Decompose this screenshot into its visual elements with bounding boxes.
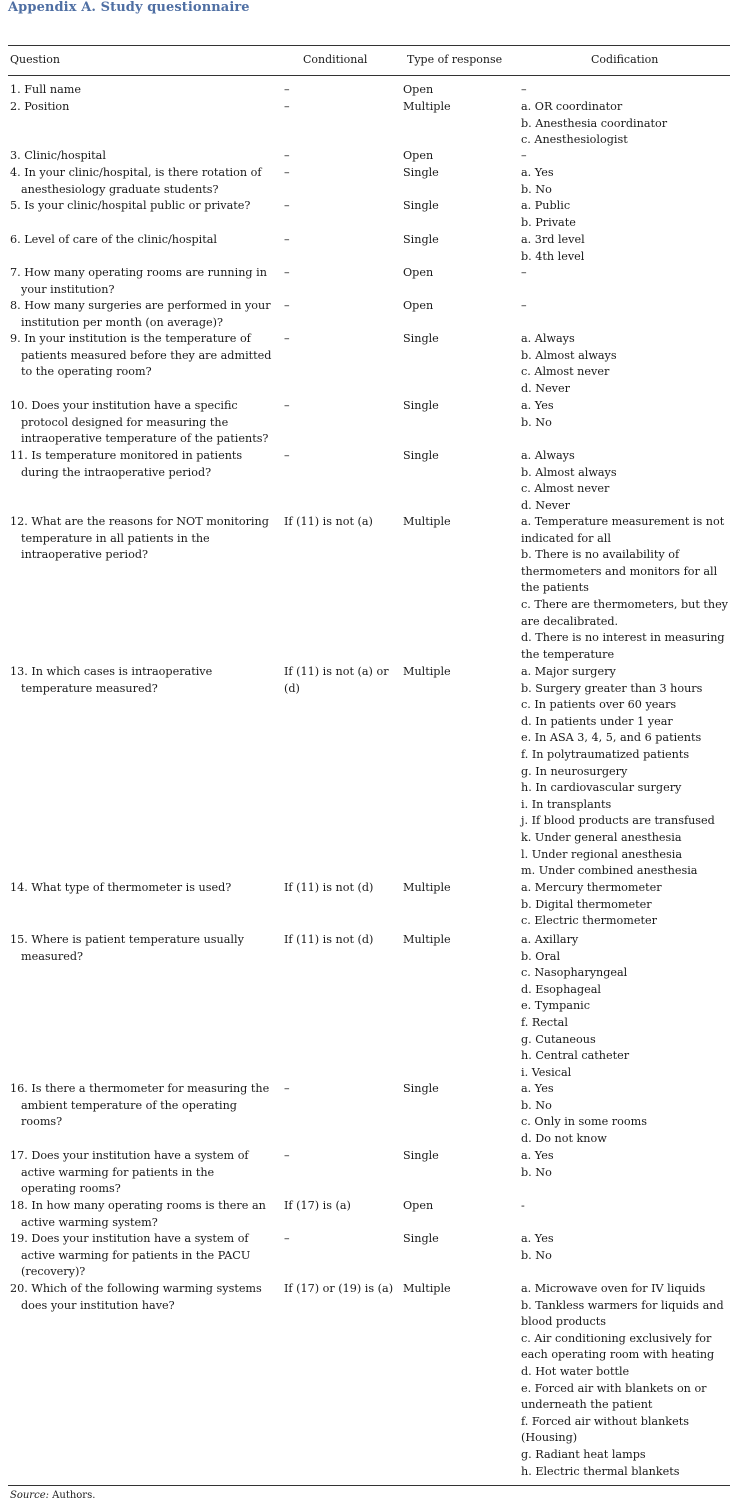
codification-cell-line: – bbox=[521, 83, 527, 96]
question-cell-line: 13. In which cases is intraoperative bbox=[10, 665, 213, 678]
question-cell-line: 17. Does your institution have a system of bbox=[10, 1149, 249, 1162]
question-cell-line: 7. How many operating rooms are running in bbox=[10, 266, 267, 279]
codification-cell-line: b. Tankless warmers for liquids and bbox=[521, 1298, 724, 1312]
response-type-cell: Single bbox=[403, 449, 439, 462]
codification-cell-line: c. In patients over 60 years bbox=[521, 698, 677, 712]
codification-cell-line: b. There is no availability of bbox=[521, 548, 680, 562]
question-cell-line: 10. Does your institution have a specific bbox=[10, 399, 238, 412]
codification-cell-line: h. Central catheter bbox=[521, 1049, 630, 1063]
codification-cell-line: a. 3rd level bbox=[521, 233, 585, 246]
question-cell-line: 6. Level of care of the clinic/hospital bbox=[10, 233, 217, 246]
codification-cell-line: b. Almost always bbox=[521, 465, 617, 479]
codification-cell-line: g. Radiant heat lamps bbox=[521, 1447, 646, 1461]
conditional-cell bbox=[284, 932, 392, 949]
conditional-cell bbox=[284, 198, 392, 215]
codification-cell-line: a. Always bbox=[521, 332, 575, 345]
table-header-rule bbox=[8, 75, 730, 76]
conditional-cell-line: If (11) is not (d) bbox=[284, 881, 374, 894]
question-cell-line: 2. Position bbox=[10, 100, 70, 113]
conditional-cell-line: – bbox=[284, 449, 290, 462]
question-cell bbox=[10, 1198, 272, 1231]
conditional-cell-line: – bbox=[284, 332, 290, 345]
codification-cell bbox=[521, 398, 733, 431]
conditional-cell-line: – bbox=[284, 149, 290, 162]
question-cell bbox=[10, 331, 272, 381]
conditional-cell bbox=[284, 232, 392, 249]
conditional-cell bbox=[284, 298, 392, 315]
codification-cell-line: d. There is no interest in measuring bbox=[521, 631, 725, 645]
codification-cell bbox=[521, 448, 733, 514]
question-cell bbox=[10, 448, 272, 481]
codification-cell bbox=[521, 1231, 733, 1264]
question-cell-line: 3. Clinic/hospital bbox=[10, 149, 106, 162]
codification-cell bbox=[521, 880, 733, 930]
codification-cell bbox=[521, 331, 733, 397]
codification-cell-line: a. Temperature measurement is not bbox=[521, 515, 725, 528]
question-cell-line: does your institution have? bbox=[21, 1298, 175, 1312]
appendix-title: Appendix A. Study questionnaire bbox=[8, 0, 250, 15]
codification-cell-line: b. Oral bbox=[521, 949, 561, 963]
response-type-cell: Multiple bbox=[403, 933, 451, 946]
codification-cell-line: a. Axillary bbox=[521, 933, 579, 946]
header-conditional: Conditional bbox=[303, 53, 368, 66]
source-label: Source: bbox=[10, 1490, 49, 1501]
response-type-cell: Single bbox=[403, 1082, 439, 1095]
response-type-cell: Multiple bbox=[403, 881, 451, 894]
conditional-cell-line: (d) bbox=[284, 681, 300, 695]
response-type-cell: Multiple bbox=[403, 1282, 451, 1295]
codification-cell bbox=[521, 1198, 733, 1215]
conditional-cell bbox=[284, 448, 392, 465]
codification-cell-line: – bbox=[521, 299, 527, 312]
codification-cell-line: a. Major surgery bbox=[521, 665, 616, 678]
codification-cell-line: – bbox=[521, 266, 527, 279]
codification-cell-line: a. Yes bbox=[521, 166, 554, 179]
question-cell bbox=[10, 664, 272, 697]
conditional-cell bbox=[284, 1231, 392, 1248]
question-cell bbox=[10, 298, 272, 331]
codification-cell-line: are decalibrated. bbox=[521, 614, 619, 628]
conditional-cell-line: If (11) is not (a) bbox=[284, 515, 373, 528]
conditional-cell-line: – bbox=[284, 1149, 290, 1162]
conditional-cell-line: If (11) is not (a) or bbox=[284, 665, 389, 678]
conditional-cell bbox=[284, 1148, 392, 1165]
codification-cell-line: c. Only in some rooms bbox=[521, 1115, 647, 1129]
question-cell bbox=[10, 1231, 272, 1281]
conditional-cell bbox=[284, 265, 392, 282]
response-type-cell: Open bbox=[403, 149, 434, 162]
codification-cell-line: c. Almost never bbox=[521, 365, 610, 379]
codification-cell bbox=[521, 1281, 733, 1480]
codification-cell-line: the temperature bbox=[521, 647, 615, 661]
conditional-cell bbox=[284, 99, 392, 116]
codification-cell-line: a. Mercury thermometer bbox=[521, 881, 662, 894]
question-cell-line: 9. In your institution is the temperature of bbox=[10, 332, 251, 345]
question-cell-line: active warming for patients in the bbox=[21, 1165, 215, 1179]
question-cell bbox=[10, 514, 272, 564]
question-cell-line: (recovery)? bbox=[21, 1265, 86, 1279]
question-cell bbox=[10, 1148, 272, 1198]
codification-cell-line: c. Anesthesiologist bbox=[521, 133, 628, 147]
codification-cell-line: m. Under combined anesthesia bbox=[521, 864, 698, 878]
codification-cell-line: g. Cutaneous bbox=[521, 1032, 596, 1046]
question-cell-line: institution per month (on average)? bbox=[21, 315, 223, 329]
conditional-cell bbox=[284, 880, 392, 897]
question-cell-line: 11. Is temperature monitored in patients bbox=[10, 449, 243, 462]
codification-cell-line: f. In polytraumatized patients bbox=[521, 747, 690, 761]
question-cell-line: measured? bbox=[21, 949, 83, 963]
question-cell-line: intraoperative temperature of the patients? bbox=[21, 432, 269, 446]
codification-cell-line: b. Private bbox=[521, 215, 576, 229]
codification-cell-line: c. Nasopharyngeal bbox=[521, 966, 628, 980]
codification-cell-line: b. No bbox=[521, 1248, 552, 1262]
header-codification: Codification bbox=[591, 53, 659, 66]
codification-cell-line: g. In neurosurgery bbox=[521, 764, 628, 778]
question-cell bbox=[10, 265, 272, 298]
codification-cell-line: a. Microwave oven for IV liquids bbox=[521, 1282, 706, 1295]
response-type-cell: Open bbox=[403, 266, 434, 279]
codification-cell-line: f. Forced air without blankets bbox=[521, 1414, 689, 1428]
codification-cell bbox=[521, 232, 733, 265]
question-cell-line: active warming for patients in the PACU bbox=[21, 1248, 251, 1262]
conditional-cell-line: – bbox=[284, 266, 290, 279]
codification-cell-line: e. Tympanic bbox=[521, 999, 591, 1013]
response-type-cell: Open bbox=[403, 1199, 434, 1212]
codification-cell-line: b. No bbox=[521, 1098, 552, 1112]
response-type-cell: Multiple bbox=[403, 665, 451, 678]
conditional-cell bbox=[284, 148, 392, 165]
conditional-cell bbox=[284, 165, 392, 182]
codification-cell-line: l. Under regional anesthesia bbox=[521, 847, 683, 861]
codification-cell-line: d. Esophageal bbox=[521, 982, 601, 996]
conditional-cell bbox=[284, 398, 392, 415]
question-cell-line: rooms? bbox=[21, 1115, 63, 1129]
codification-cell-line: a. Public bbox=[521, 199, 571, 212]
codification-cell-line: b. Almost always bbox=[521, 348, 617, 362]
response-type-cell: Multiple bbox=[403, 515, 451, 528]
conditional-cell bbox=[284, 1198, 392, 1215]
codification-cell-line: d. Do not know bbox=[521, 1131, 607, 1145]
response-type-cell: Single bbox=[403, 233, 439, 246]
question-cell bbox=[10, 398, 272, 448]
codification-cell-line: i. In transplants bbox=[521, 797, 612, 811]
question-cell bbox=[10, 1281, 272, 1314]
codification-cell-line: – bbox=[521, 149, 527, 162]
question-cell bbox=[10, 880, 272, 897]
codification-cell-line: d. In patients under 1 year bbox=[521, 714, 673, 728]
codification-cell-line: b. 4th level bbox=[521, 249, 585, 263]
question-cell-line: during the intraoperative period? bbox=[21, 465, 212, 479]
codification-cell-line: d. Never bbox=[521, 498, 570, 512]
question-cell-line: active warming system? bbox=[21, 1215, 158, 1229]
question-cell-line: 8. How many surgeries are performed in your bbox=[10, 299, 271, 312]
response-type-cell: Single bbox=[403, 1149, 439, 1162]
source-text: Authors. bbox=[48, 1490, 96, 1501]
question-cell bbox=[10, 165, 272, 198]
question-cell bbox=[10, 932, 272, 965]
codification-cell bbox=[521, 514, 733, 663]
codification-cell-line: c. Almost never bbox=[521, 482, 610, 496]
conditional-cell bbox=[284, 82, 392, 99]
question-cell-line: temperature in all patients in the bbox=[21, 531, 210, 545]
codification-cell-line: e. In ASA 3, 4, 5, and 6 patients bbox=[521, 731, 702, 745]
question-cell-line: 12. What are the reasons for NOT monitoring bbox=[10, 515, 269, 528]
question-cell bbox=[10, 198, 272, 215]
codification-cell-line: h. Electric thermal blankets bbox=[521, 1464, 680, 1478]
codification-cell bbox=[521, 298, 733, 315]
conditional-cell-line: If (17) is (a) bbox=[284, 1199, 351, 1212]
source-note bbox=[10, 1490, 95, 1501]
conditional-cell bbox=[284, 664, 392, 697]
codification-cell bbox=[521, 664, 733, 880]
codification-cell-line: b. Anesthesia coordinator bbox=[521, 116, 668, 130]
conditional-cell-line: If (17) or (19) is (a) bbox=[284, 1282, 394, 1295]
codification-cell-line: a. Always bbox=[521, 449, 575, 462]
codification-cell bbox=[521, 932, 733, 1081]
question-cell-line: 4. In your clinic/hospital, is there rotation of bbox=[10, 166, 262, 179]
question-cell bbox=[10, 148, 272, 165]
conditional-cell bbox=[284, 331, 392, 348]
codification-cell-line: - bbox=[521, 1199, 525, 1212]
codification-cell-line: h. In cardiovascular surgery bbox=[521, 781, 682, 795]
conditional-cell-line: – bbox=[284, 1232, 290, 1245]
codification-cell bbox=[521, 1148, 733, 1181]
conditional-cell-line: – bbox=[284, 299, 290, 312]
codification-cell-line: b. No bbox=[521, 182, 552, 196]
codification-cell-line: a. OR coordinator bbox=[521, 100, 623, 113]
conditional-cell-line: – bbox=[284, 166, 290, 179]
question-cell-line: protocol designed for measuring the bbox=[21, 415, 229, 429]
question-cell-line: anesthesiology graduate students? bbox=[21, 182, 219, 196]
question-cell-line: to the operating room? bbox=[21, 365, 152, 379]
question-cell-line: ambient temperature of the operating bbox=[21, 1098, 237, 1112]
question-cell-line: patients measured before they are admitted bbox=[21, 348, 272, 362]
response-type-cell: Open bbox=[403, 299, 434, 312]
response-type-cell: Open bbox=[403, 83, 434, 96]
codification-cell-line: c. Air conditioning exclusively for bbox=[521, 1331, 712, 1345]
response-type-cell: Single bbox=[403, 199, 439, 212]
table-bottom-rule bbox=[8, 1485, 730, 1486]
codification-cell-line: (Housing) bbox=[521, 1431, 578, 1445]
conditional-cell-line: – bbox=[284, 83, 290, 96]
question-cell-line: 5. Is your clinic/hospital public or private? bbox=[10, 199, 251, 212]
conditional-cell-line: – bbox=[284, 233, 290, 246]
codification-cell-line: f. Rectal bbox=[521, 1015, 568, 1029]
question-cell-line: 14. What type of thermometer is used? bbox=[10, 881, 232, 894]
response-type-cell: Single bbox=[403, 399, 439, 412]
codification-cell-line: j. If blood products are transfused bbox=[521, 814, 715, 828]
question-cell-line: 1. Full name bbox=[10, 83, 82, 96]
codification-cell bbox=[521, 198, 733, 231]
codification-cell-line: c. Electric thermometer bbox=[521, 914, 657, 928]
codification-cell-line: indicated for all bbox=[521, 531, 611, 545]
codification-cell-line: d. Hot water bottle bbox=[521, 1364, 630, 1378]
codification-cell bbox=[521, 265, 733, 282]
header-question: Question bbox=[10, 53, 60, 66]
question-cell-line: 16. Is there a thermometer for measuring the bbox=[10, 1082, 270, 1095]
codification-cell-line: each operating room with heating bbox=[521, 1348, 715, 1362]
codification-cell-line: a. Yes bbox=[521, 399, 554, 412]
question-cell-line: 15. Where is patient temperature usually bbox=[10, 933, 244, 946]
codification-cell-line: underneath the patient bbox=[521, 1398, 653, 1412]
codification-cell-line: blood products bbox=[521, 1315, 607, 1329]
codification-cell bbox=[521, 165, 733, 198]
question-cell-line: intraoperative period? bbox=[21, 548, 149, 562]
table-top-rule bbox=[8, 45, 730, 46]
codification-cell-line: b. Digital thermometer bbox=[521, 897, 652, 911]
codification-cell bbox=[521, 1081, 733, 1147]
codification-cell-line: c. There are thermometers, but they bbox=[521, 597, 729, 611]
codification-cell-line: i. Vesical bbox=[521, 1065, 572, 1079]
codification-cell-line: a. Yes bbox=[521, 1082, 554, 1095]
question-cell bbox=[10, 1081, 272, 1131]
question-cell-line: operating rooms? bbox=[21, 1182, 121, 1196]
codification-cell-line: the patients bbox=[521, 581, 589, 595]
codification-cell-line: thermometers and monitors for all bbox=[521, 564, 718, 578]
conditional-cell bbox=[284, 1081, 392, 1098]
codification-cell-line: k. Under general anesthesia bbox=[521, 830, 682, 844]
response-type-cell: Multiple bbox=[403, 100, 451, 113]
codification-cell-line: b. Surgery greater than 3 hours bbox=[521, 681, 703, 695]
conditional-cell-line: – bbox=[284, 199, 290, 212]
question-cell-line: 20. Which of the following warming systems bbox=[10, 1282, 262, 1295]
question-cell-line: temperature measured? bbox=[21, 681, 158, 695]
header-type-of-response: Type of response bbox=[407, 53, 503, 66]
codification-cell-line: a. Yes bbox=[521, 1232, 554, 1245]
response-type-cell: Single bbox=[403, 166, 439, 179]
conditional-cell-line: – bbox=[284, 399, 290, 412]
question-cell bbox=[10, 82, 272, 99]
conditional-cell bbox=[284, 514, 392, 531]
question-cell bbox=[10, 99, 272, 116]
codification-cell-line: b. No bbox=[521, 415, 552, 429]
question-cell-line: your institution? bbox=[21, 282, 115, 296]
response-type-cell: Single bbox=[403, 332, 439, 345]
conditional-cell-line: – bbox=[284, 100, 290, 113]
codification-cell-line: d. Never bbox=[521, 381, 570, 395]
codification-cell-line: a. Yes bbox=[521, 1149, 554, 1162]
codification-cell-line: b. No bbox=[521, 1165, 552, 1179]
codification-cell bbox=[521, 82, 733, 99]
codification-cell bbox=[521, 99, 733, 149]
codification-cell-line: e. Forced air with blankets on or bbox=[521, 1381, 707, 1395]
question-cell bbox=[10, 232, 272, 249]
conditional-cell-line: – bbox=[284, 1082, 290, 1095]
question-cell-line: 18. In how many operating rooms is there an bbox=[10, 1199, 266, 1212]
conditional-cell-line: If (11) is not (d) bbox=[284, 933, 374, 946]
response-type-cell: Single bbox=[403, 1232, 439, 1245]
codification-cell bbox=[521, 148, 733, 165]
question-cell-line: 19. Does your institution have a system of bbox=[10, 1232, 249, 1245]
conditional-cell bbox=[284, 1281, 392, 1298]
